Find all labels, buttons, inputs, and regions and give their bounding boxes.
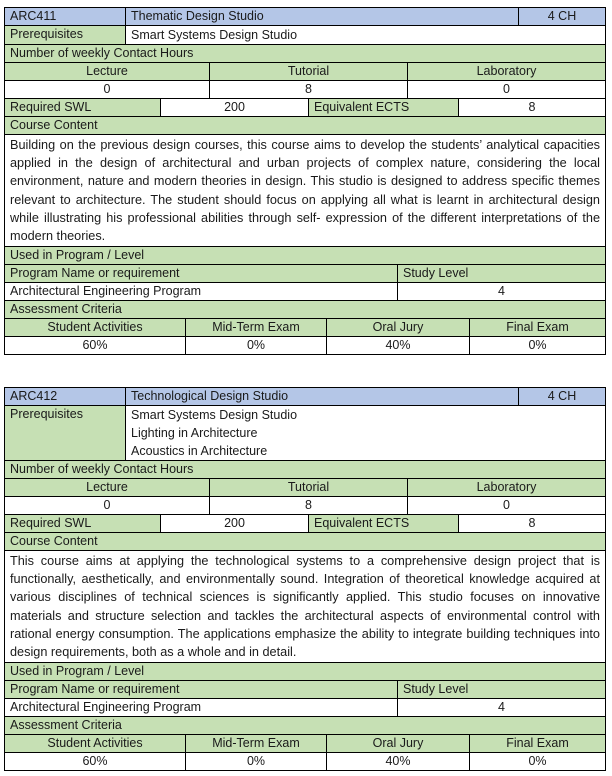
oral-jury-header: Oral Jury — [326, 319, 469, 336]
program-header: Program Name or requirement — [5, 681, 397, 698]
prerequisite-item: Smart Systems Design Studio — [131, 28, 298, 42]
assessment-label: Assessment Criteria — [5, 717, 605, 734]
course-code: ARC411 — [5, 8, 125, 25]
student-activities-value: 60% — [5, 337, 185, 354]
midterm-value: 0% — [185, 337, 326, 354]
tutorial-hours: 8 — [209, 497, 407, 514]
tutorial-hours: 8 — [209, 81, 407, 98]
course-title: Thematic Design Studio — [125, 8, 518, 25]
course-description: Building on the previous design courses, this course aims to develop the students’ analytical capacities applied in the design of architectural and urban projects of complex nature, considering the local environment, nature and modern theories in design. This studio is designed to address specific themes relevant to architecture. The student should focus on applying all what is learnt in architectural design while illustrating his professional abilities through self- expression of the different interpretations of the modern theories. — [5, 135, 605, 246]
laboratory-hours: 0 — [407, 497, 605, 514]
content-label-row — [4, 532, 606, 550]
midterm-value: 0% — [185, 753, 326, 770]
prerequisites-label: Prerequisites — [5, 406, 125, 460]
content-row — [4, 550, 606, 662]
tutorial-header: Tutorial — [209, 63, 407, 80]
study-level: 4 — [397, 699, 605, 716]
laboratory-hours: 0 — [407, 81, 605, 98]
contact-hours-header-row — [4, 478, 606, 496]
final-exam-header: Final Exam — [469, 319, 605, 336]
ects-label: Equivalent ECTS — [308, 99, 458, 116]
program-header-row — [4, 264, 606, 282]
prerequisite-item: Acoustics in Architecture — [131, 444, 268, 458]
assessment-value-row — [4, 752, 606, 771]
tutorial-header: Tutorial — [209, 479, 407, 496]
contact-hours-header-row — [4, 62, 606, 80]
course-code: ARC412 — [5, 388, 125, 405]
final-exam-value: 0% — [469, 753, 605, 770]
content-label: Course Content — [5, 533, 605, 550]
ects-label: Equivalent ECTS — [308, 515, 458, 532]
final-exam-value: 0% — [469, 337, 605, 354]
assessment-label: Assessment Criteria — [5, 301, 605, 318]
content-label-row — [4, 116, 606, 134]
lecture-hours: 0 — [5, 497, 209, 514]
level-header: Study Level — [397, 265, 605, 282]
assessment-header-row — [4, 318, 606, 336]
course-title: Technological Design Studio — [125, 388, 518, 405]
student-activities-header: Student Activities — [5, 319, 185, 336]
oral-jury-value: 40% — [326, 337, 469, 354]
laboratory-header: Laboratory — [407, 479, 605, 496]
student-activities-header: Student Activities — [5, 735, 185, 752]
prerequisites-row — [4, 405, 606, 460]
course-description: This course aims at applying the technological systems to a comprehensive design project that is functionally, aesthetically, and environmentally sound. Integration of theoretical knowledge acquired at various disciplines of technical sciences is significantly applied. This studio focuses on innovative materials and structure selection and tackles the architectural aspects of environmental control with rational energy consumption. The applications emphasize the ability to integrate building techniques into design requirements, both as a whole and in detail. — [5, 551, 605, 662]
ects-value: 8 — [458, 99, 605, 116]
student-activities-value: 60% — [5, 753, 185, 770]
course-credits: 4 CH — [518, 388, 605, 405]
lecture-hours: 0 — [5, 81, 209, 98]
oral-jury-value: 40% — [326, 753, 469, 770]
prerequisite-item: Lighting in Architecture — [131, 426, 258, 440]
laboratory-header: Laboratory — [407, 63, 605, 80]
course-table-arc412 — [4, 387, 606, 771]
contact-hours-value-row — [4, 496, 606, 514]
prerequisites-list — [125, 406, 605, 460]
contact-hours-label-row — [4, 460, 606, 478]
assessment-label-row — [4, 300, 606, 318]
prerequisites-label: Prerequisites — [5, 26, 125, 44]
program-header: Program Name or requirement — [5, 265, 397, 282]
prerequisites-list — [125, 26, 605, 44]
swl-value: 200 — [160, 515, 308, 532]
program-value-row — [4, 698, 606, 716]
course-table-arc411 — [4, 7, 606, 355]
final-exam-header: Final Exam — [469, 735, 605, 752]
swl-value: 200 — [160, 99, 308, 116]
program-name: Architectural Engineering Program — [5, 699, 397, 716]
lecture-header: Lecture — [5, 479, 209, 496]
assessment-label-row — [4, 716, 606, 734]
course-header-row — [4, 7, 606, 25]
content-row — [4, 134, 606, 246]
swl-label: Required SWL — [5, 99, 160, 116]
swl-label: Required SWL — [5, 515, 160, 532]
content-label: Course Content — [5, 117, 605, 134]
assessment-header-row — [4, 734, 606, 752]
contact-hours-label: Number of weekly Contact Hours — [5, 45, 605, 62]
program-value-row — [4, 282, 606, 300]
course-credits: 4 CH — [518, 8, 605, 25]
swl-ects-row — [4, 514, 606, 532]
prerequisites-row — [4, 25, 606, 44]
midterm-header: Mid-Term Exam — [185, 319, 326, 336]
program-label-row — [4, 662, 606, 680]
assessment-value-row — [4, 336, 606, 355]
program-header-row — [4, 680, 606, 698]
program-label: Used in Program / Level — [5, 247, 605, 264]
oral-jury-header: Oral Jury — [326, 735, 469, 752]
contact-hours-value-row — [4, 80, 606, 98]
contact-hours-label-row — [4, 44, 606, 62]
contact-hours-label: Number of weekly Contact Hours — [5, 461, 605, 478]
prerequisite-item: Smart Systems Design Studio — [131, 408, 298, 422]
lecture-header: Lecture — [5, 63, 209, 80]
program-label-row — [4, 246, 606, 264]
course-header-row — [4, 387, 606, 405]
midterm-header: Mid-Term Exam — [185, 735, 326, 752]
swl-ects-row — [4, 98, 606, 116]
program-label: Used in Program / Level — [5, 663, 605, 680]
study-level: 4 — [397, 283, 605, 300]
level-header: Study Level — [397, 681, 605, 698]
ects-value: 8 — [458, 515, 605, 532]
program-name: Architectural Engineering Program — [5, 283, 397, 300]
